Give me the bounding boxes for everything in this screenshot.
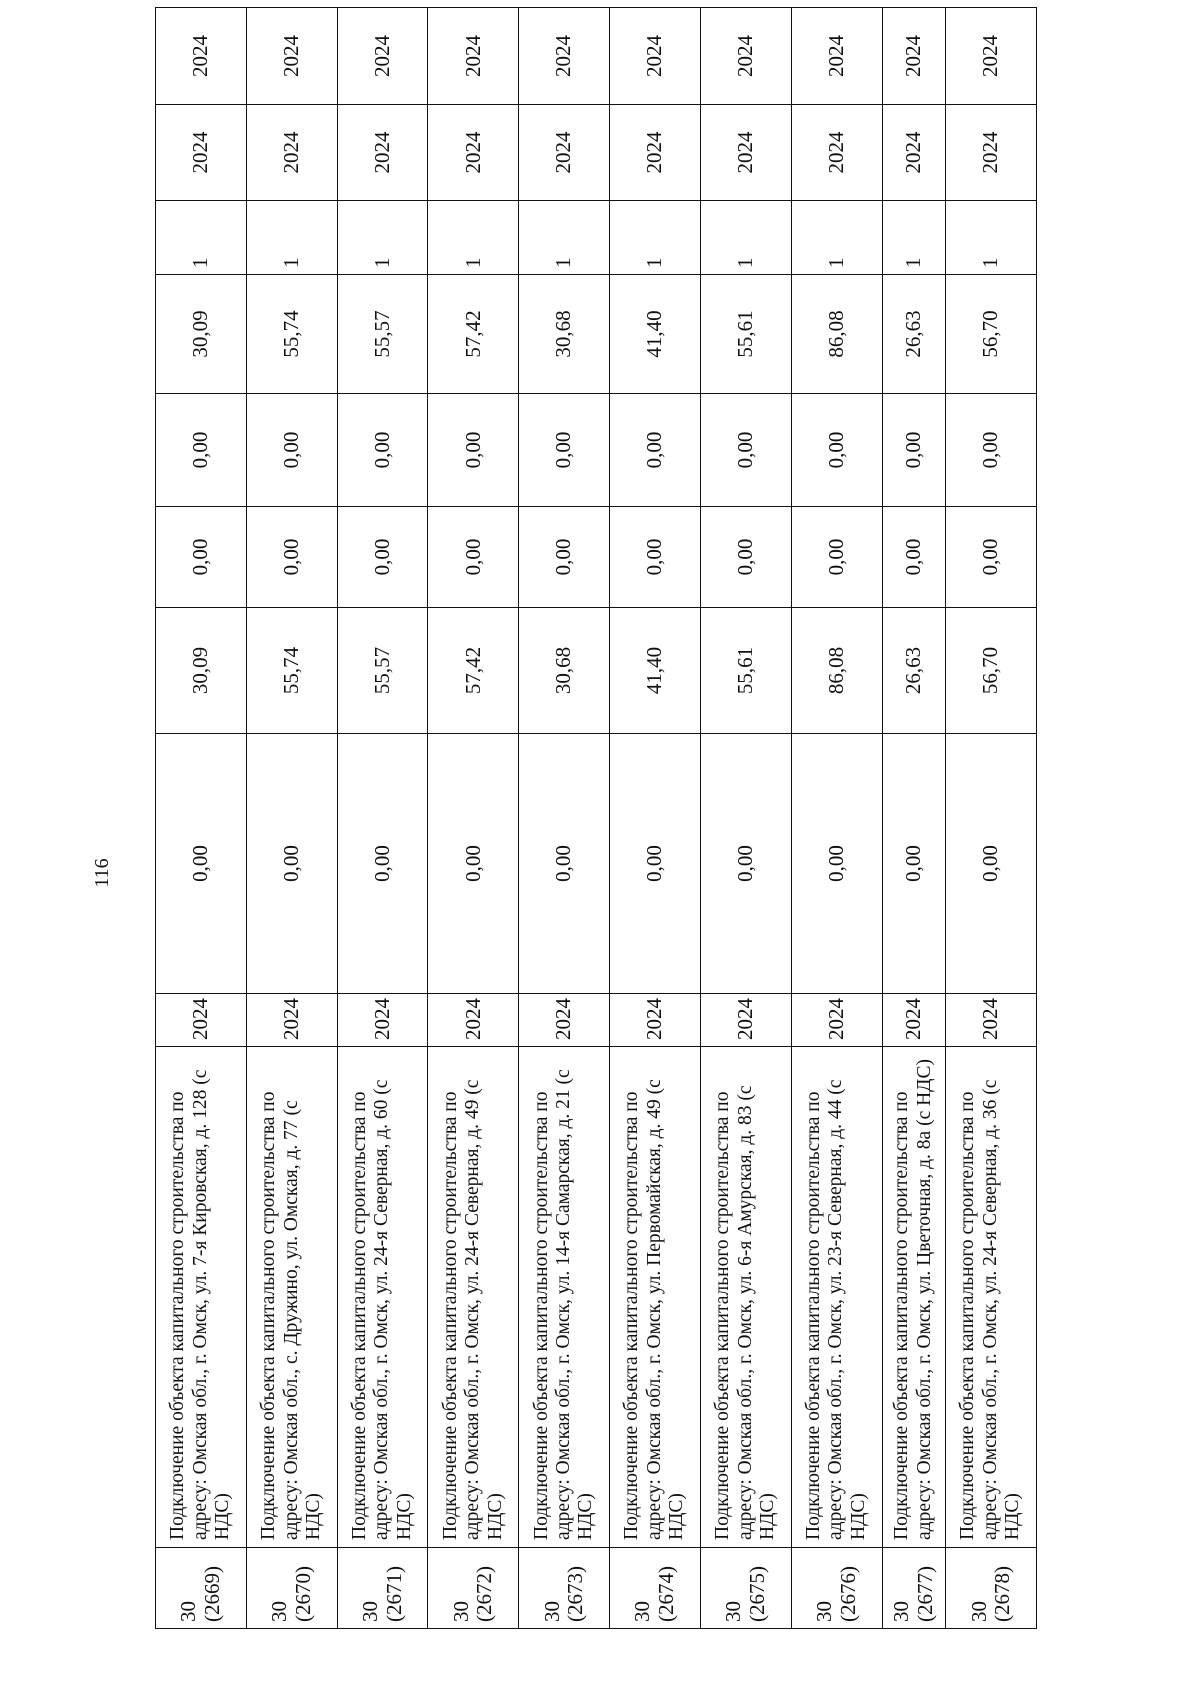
row-value-3: 0,00: [882, 507, 946, 608]
row-year-a: 2024: [946, 105, 1037, 201]
row-year-b: 2024: [791, 8, 882, 105]
row-count: 1: [519, 201, 610, 275]
row-description: Подключение объекта капитального строительства по адресу: Омская обл., с. Дружино, ул. Омская, д. 77 (с НДС): [246, 1047, 337, 1548]
row-value-3: 0,00: [519, 507, 610, 608]
row-value-5: 41,40: [610, 275, 701, 394]
row-year-a: 2024: [882, 105, 946, 201]
row-id: 30 (2676): [791, 1548, 882, 1629]
row-value-1: 0,00: [519, 734, 610, 994]
row-value-2: 55,61: [700, 608, 791, 734]
rotated-table-container: [155, 35, 1037, 1629]
row-year-start: 2024: [791, 994, 882, 1047]
row-value-1: 0,00: [610, 734, 701, 994]
row-year-b: 2024: [610, 8, 701, 105]
row-count: 1: [337, 201, 428, 275]
row-year-start: 2024: [946, 994, 1037, 1047]
row-count: 1: [156, 201, 247, 275]
row-description: Подключение объекта капитального строительства по адресу: Омская обл., г. Омск, ул. 23-я Северная, д. 44 (с НДС): [791, 1047, 882, 1548]
row-value-3: 0,00: [428, 507, 519, 608]
row-value-1: 0,00: [791, 734, 882, 994]
table-row: [882, 8, 946, 1629]
row-count: 1: [246, 201, 337, 275]
table-row: [156, 8, 247, 1629]
row-year-b: 2024: [156, 8, 247, 105]
row-count: 1: [882, 201, 946, 275]
row-count: 1: [946, 201, 1037, 275]
row-value-4: 0,00: [156, 394, 247, 507]
row-value-4: 0,00: [700, 394, 791, 507]
row-description: Подключение объекта капитального строительства по адресу: Омская обл., г. Омск, ул. Первомайская, д. 49 (с НДС): [610, 1047, 701, 1548]
row-value-4: 0,00: [610, 394, 701, 507]
row-description: Подключение объекта капитального строительства по адресу: Омская обл., г. Омск, ул. Цветочная, д. 8а (с НДС): [882, 1047, 946, 1548]
table-row: [519, 8, 610, 1629]
row-id: 30 (2670): [246, 1548, 337, 1629]
row-year-start: 2024: [700, 994, 791, 1047]
row-value-2: 30,68: [519, 608, 610, 734]
row-value-2: 41,40: [610, 608, 701, 734]
row-description: Подключение объекта капитального строительства по адресу: Омская обл., г. Омск, ул. 24-я Северная, д. 60 (с НДС): [337, 1047, 428, 1548]
row-value-3: 0,00: [610, 507, 701, 608]
row-year-a: 2024: [791, 105, 882, 201]
row-value-4: 0,00: [946, 394, 1037, 507]
row-value-4: 0,00: [337, 394, 428, 507]
row-value-2: 86,08: [791, 608, 882, 734]
row-value-2: 55,74: [246, 608, 337, 734]
row-value-3: 0,00: [700, 507, 791, 608]
row-count: 1: [610, 201, 701, 275]
row-value-5: 26,63: [882, 275, 946, 394]
row-year-a: 2024: [156, 105, 247, 201]
row-value-2: 30,09: [156, 608, 247, 734]
row-year-b: 2024: [882, 8, 946, 105]
row-value-1: 0,00: [946, 734, 1037, 994]
row-year-b: 2024: [946, 8, 1037, 105]
row-count: 1: [428, 201, 519, 275]
row-year-b: 2024: [337, 8, 428, 105]
row-value-4: 0,00: [246, 394, 337, 507]
row-year-start: 2024: [337, 994, 428, 1047]
row-value-4: 0,00: [791, 394, 882, 507]
row-id: 30 (2674): [610, 1548, 701, 1629]
row-id: 30 (2669): [156, 1548, 247, 1629]
row-year-start: 2024: [882, 994, 946, 1047]
row-count: 1: [791, 201, 882, 275]
row-value-3: 0,00: [946, 507, 1037, 608]
row-year-a: 2024: [246, 105, 337, 201]
row-value-5: 30,68: [519, 275, 610, 394]
row-value-3: 0,00: [791, 507, 882, 608]
row-year-start: 2024: [246, 994, 337, 1047]
row-value-1: 0,00: [156, 734, 247, 994]
table-row: [791, 8, 882, 1629]
row-value-3: 0,00: [246, 507, 337, 608]
row-id: 30 (2673): [519, 1548, 610, 1629]
row-value-4: 0,00: [519, 394, 610, 507]
row-value-5: 55,74: [246, 275, 337, 394]
row-value-5: 56,70: [946, 275, 1037, 394]
row-value-1: 0,00: [882, 734, 946, 994]
row-value-4: 0,00: [882, 394, 946, 507]
table-row: [428, 8, 519, 1629]
row-description: Подключение объекта капитального строительства по адресу: Омская обл., г. Омск, ул. 14-я Самарская, д. 21 (с НДС): [519, 1047, 610, 1548]
row-year-a: 2024: [610, 105, 701, 201]
row-value-2: 56,70: [946, 608, 1037, 734]
row-value-5: 86,08: [791, 275, 882, 394]
row-year-start: 2024: [519, 994, 610, 1047]
row-value-2: 57,42: [428, 608, 519, 734]
row-value-1: 0,00: [246, 734, 337, 994]
row-year-start: 2024: [428, 994, 519, 1047]
row-description: Подключение объекта капитального строительства по адресу: Омская обл., г. Омск, ул. 7-я Кировская, д. 128 (с НДС): [156, 1047, 247, 1548]
row-year-a: 2024: [337, 105, 428, 201]
row-year-b: 2024: [700, 8, 791, 105]
row-id: 30 (2675): [700, 1548, 791, 1629]
row-count: 1: [700, 201, 791, 275]
investment-table: [155, 7, 1037, 1629]
row-year-start: 2024: [610, 994, 701, 1047]
row-value-1: 0,00: [337, 734, 428, 994]
table-row: [610, 8, 701, 1629]
table-row: [700, 8, 791, 1629]
row-id: 30 (2671): [337, 1548, 428, 1629]
row-year-a: 2024: [519, 105, 610, 201]
row-description: Подключение объекта капитального строительства по адресу: Омская обл., г. Омск, ул. 6-я Амурская, д. 83 (с НДС): [700, 1047, 791, 1548]
table-row: [337, 8, 428, 1629]
row-value-1: 0,00: [428, 734, 519, 994]
row-value-2: 26,63: [882, 608, 946, 734]
table-row: [246, 8, 337, 1629]
row-description: Подключение объекта капитального строительства по адресу: Омская обл., г. Омск, ул. 24-я Северная, д. 49 (с НДС): [428, 1047, 519, 1548]
row-value-4: 0,00: [428, 394, 519, 507]
row-value-1: 0,00: [700, 734, 791, 994]
row-year-b: 2024: [519, 8, 610, 105]
row-id: 30 (2672): [428, 1548, 519, 1629]
row-id: 30 (2677): [882, 1548, 946, 1629]
row-id: 30 (2678): [946, 1548, 1037, 1629]
row-description: Подключение объекта капитального строительства по адресу: Омская обл., г. Омск, ул. 24-я Северная, д. 36 (с НДС): [946, 1047, 1037, 1548]
row-value-3: 0,00: [337, 507, 428, 608]
row-year-a: 2024: [428, 105, 519, 201]
row-value-2: 55,57: [337, 608, 428, 734]
row-year-start: 2024: [156, 994, 247, 1047]
row-value-5: 57,42: [428, 275, 519, 394]
page-number: 116: [91, 858, 113, 888]
table-row: [946, 8, 1037, 1629]
row-value-5: 55,57: [337, 275, 428, 394]
row-year-b: 2024: [428, 8, 519, 105]
row-year-b: 2024: [246, 8, 337, 105]
row-value-5: 55,61: [700, 275, 791, 394]
row-value-5: 30,09: [156, 275, 247, 394]
row-year-a: 2024: [700, 105, 791, 201]
row-value-3: 0,00: [156, 507, 247, 608]
